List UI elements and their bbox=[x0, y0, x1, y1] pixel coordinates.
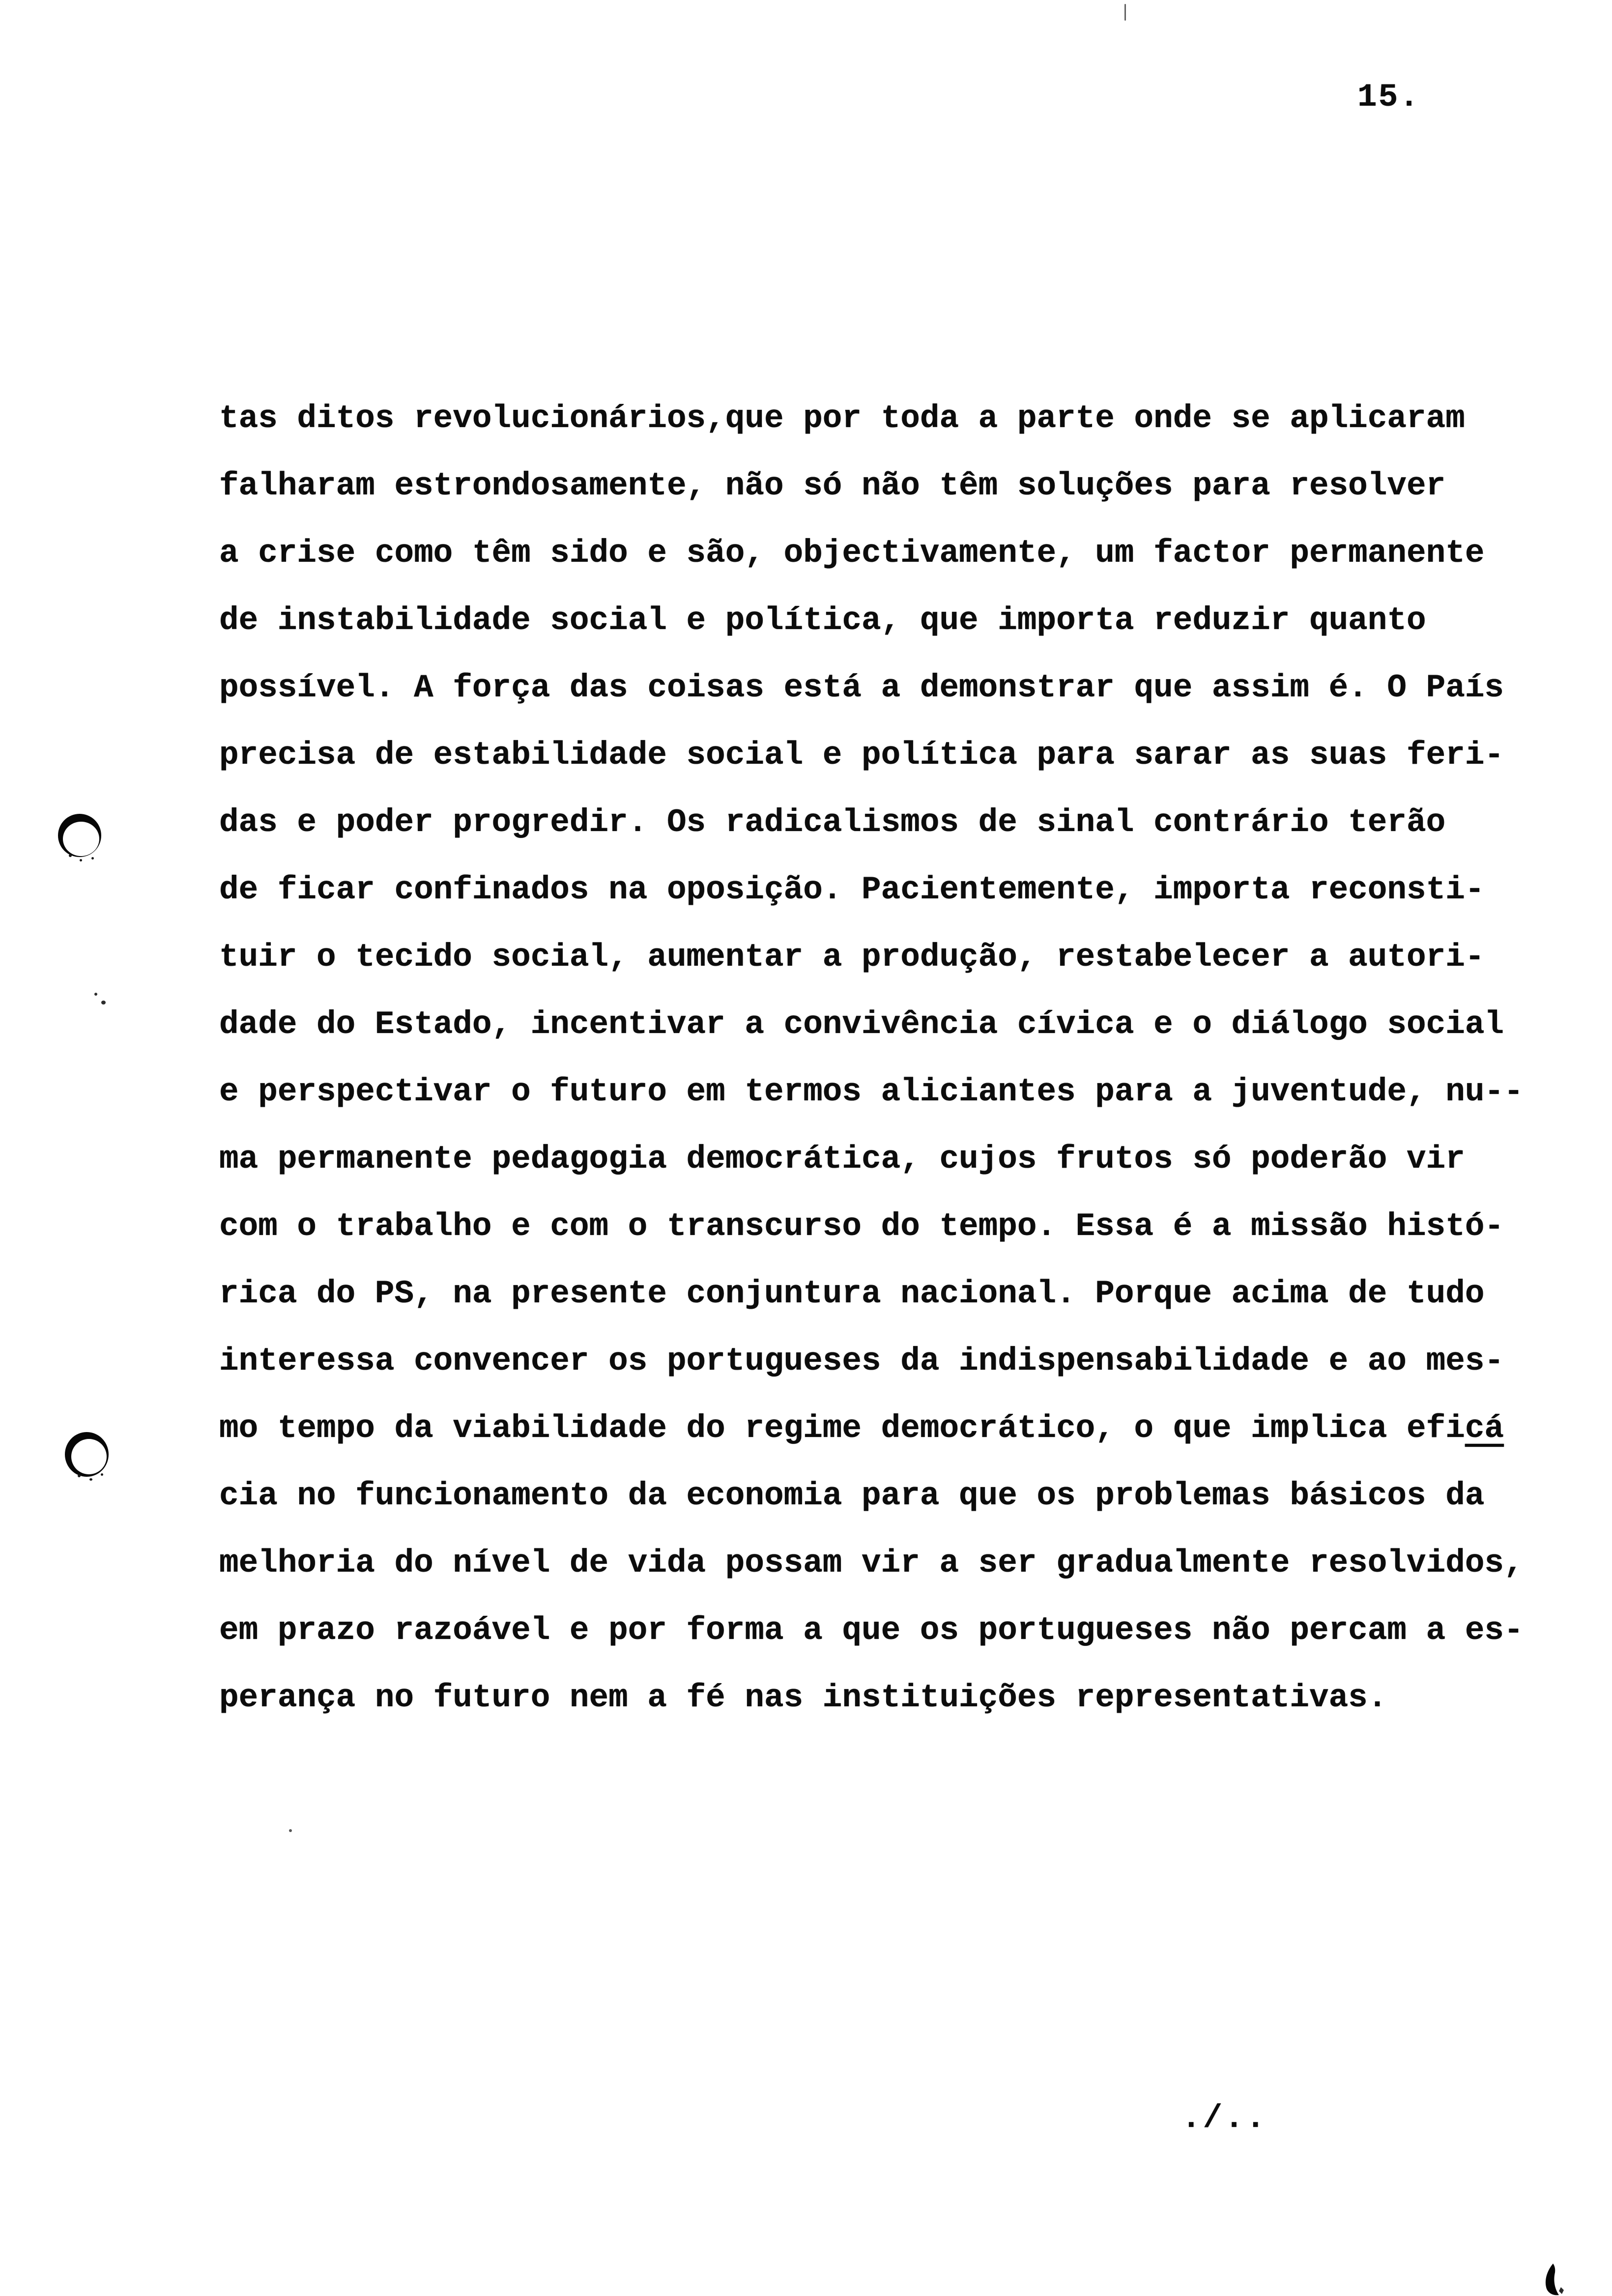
text-line: tuir o tecido social, aumentar a produção, restabelecer a autori- bbox=[219, 939, 1485, 976]
text-line: perança no futuro nem a fé nas instituições representativas. bbox=[219, 1679, 1387, 1716]
text-line: de ficar confinados na oposição. Pacientemente, importa reconsti- bbox=[219, 871, 1485, 908]
text-line: de instabilidade social e política, que importa reduzir quanto bbox=[219, 602, 1426, 639]
text-line: em prazo razoável e por forma a que os portugueses não percam a es- bbox=[219, 1612, 1524, 1649]
page-number: 15. bbox=[1357, 79, 1420, 115]
text-line: melhoria do nível de vida possam vir a ser gradualmente resolvidos, bbox=[219, 1545, 1524, 1581]
ink-stroke bbox=[1541, 2264, 1570, 2296]
scan-speck bbox=[289, 1829, 292, 1832]
text-line: dade do Estado, incentivar a convivência cívica e o diálogo social bbox=[219, 1006, 1504, 1043]
text-line: possível. A força das coisas está a demonstrar que assim é. O País bbox=[219, 669, 1504, 706]
text-line: mo tempo da viabilidade do regime democrático, o que implica eficá bbox=[219, 1410, 1504, 1447]
continuation-mark: ./.. bbox=[1181, 2100, 1267, 2137]
body-text bbox=[219, 385, 1585, 1731]
punch-speckle bbox=[80, 859, 82, 861]
scan-speck bbox=[94, 993, 97, 996]
punch-speckle bbox=[69, 854, 72, 857]
text-line: interessa convencer os portugueses da indispensabilidade e ao mes- bbox=[219, 1343, 1504, 1379]
scan-speck bbox=[1124, 4, 1126, 21]
text-line: tas ditos revolucionários,que por toda a parte onde se aplicaram bbox=[219, 400, 1465, 437]
hole-punch-bottom-opening bbox=[71, 1439, 107, 1474]
punch-speckle bbox=[89, 1478, 92, 1481]
punch-speckle bbox=[101, 1473, 103, 1476]
text-line: com o trabalho e com o transcurso do tempo. Essa é a missão histó- bbox=[219, 1208, 1504, 1245]
punch-speckle bbox=[78, 1474, 81, 1477]
punch-speckle bbox=[91, 857, 94, 860]
text-line: e perspectivar o futuro em termos aliciantes para a juventude, nu-- bbox=[219, 1073, 1524, 1110]
text-line: a crise como têm sido e são, objectivamente, um factor permanente bbox=[219, 535, 1485, 572]
hole-punch-top-opening bbox=[63, 822, 99, 856]
hole-punch-bottom bbox=[65, 1432, 109, 1477]
text-line: rica do PS, na presente conjuntura nacional. Porque acima de tudo bbox=[219, 1275, 1485, 1312]
text-line: das e poder progredir. Os radicalismos de sinal contrário terão bbox=[219, 804, 1446, 841]
text-line: cia no funcionamento da economia para que os problemas básicos da bbox=[219, 1477, 1485, 1514]
text-line: precisa de estabilidade social e política para sarar as suas feri- bbox=[219, 737, 1504, 774]
scan-speck bbox=[101, 1001, 106, 1004]
text-line: ma permanente pedagogia democrática, cujos frutos só poderão vir bbox=[219, 1141, 1465, 1177]
text-line: falharam estrondosamente, não só não têm soluções para resolver bbox=[219, 467, 1446, 504]
hole-punch-top bbox=[58, 814, 101, 857]
